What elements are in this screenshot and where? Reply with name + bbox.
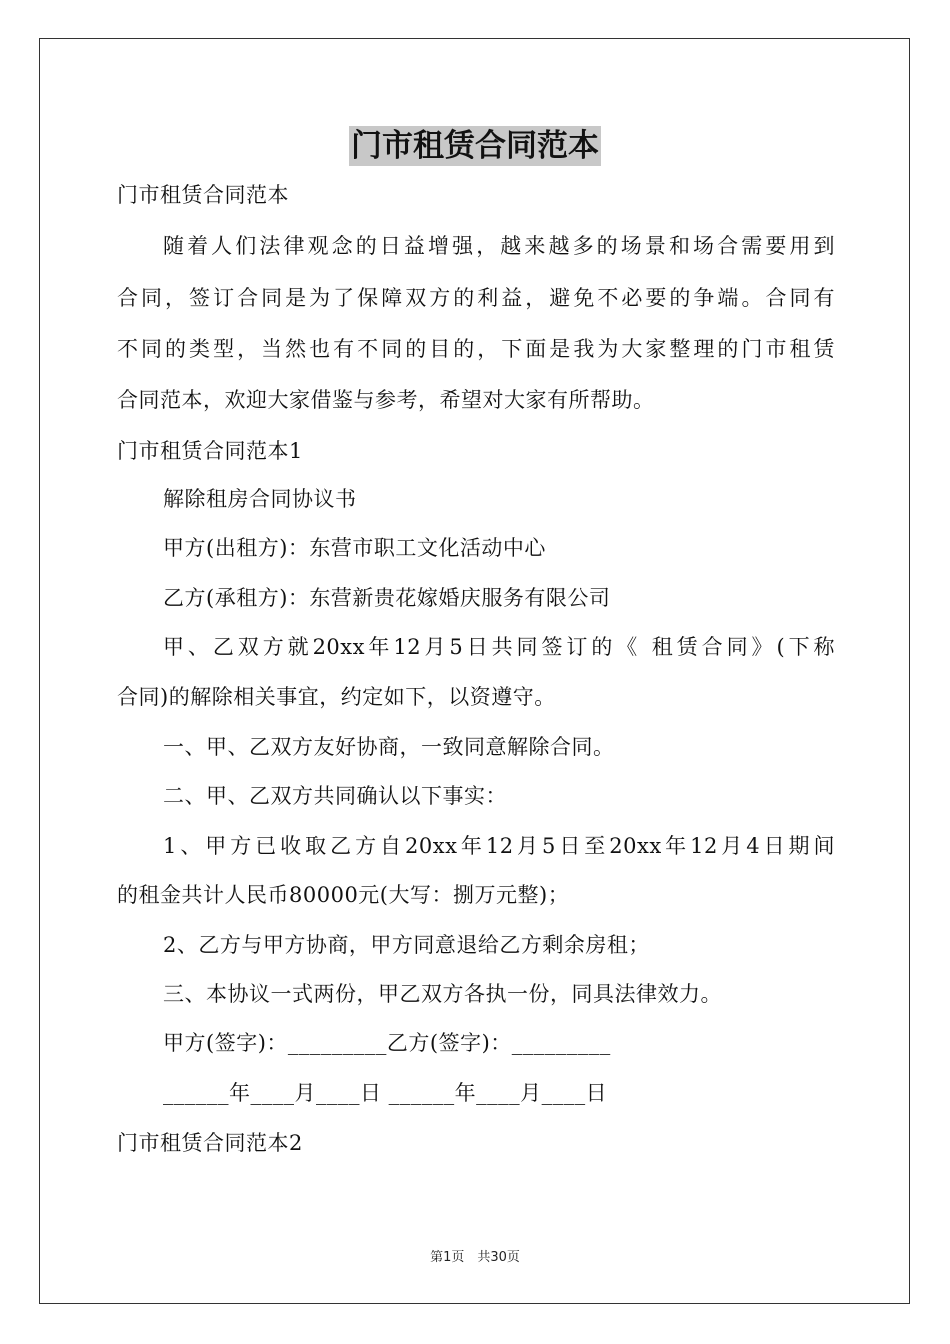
preamble-line-1: 甲、乙双方就20xx年12月5日共同签订的《 租赁合同》(下称	[163, 635, 835, 659]
preamble-line-2: 合同)的解除相关事宜，约定如下，以资遵守。	[117, 685, 556, 709]
document-title: 门市租赁合同范本	[351, 128, 599, 164]
intro-line-4: 合同范本，欢迎大家借鉴与参考，希望对大家有所帮助。	[117, 388, 655, 412]
signature-line: 甲方(签字)：_________乙方(签字)：_________	[163, 1031, 611, 1055]
clause-2-item-1-line-1: 1、甲方已收取乙方自20xx年12月5日至20xx年12月4日期间	[163, 834, 835, 858]
clause-2-item-2: 2、乙方与甲方协商，甲方同意退给乙方剩余房租；	[163, 933, 650, 957]
clause-2: 二、甲、乙双方共同确认以下事实：	[163, 784, 507, 808]
clause-3: 三、本协议一式两份，甲乙双方各执一份，同具法律效力。	[163, 982, 722, 1006]
intro-line-2: 合同，签订合同是为了保障双方的利益，避免不必要的争端。合同有	[117, 286, 835, 310]
party-b: 乙方(承租方)：东营新贵花嫁婚庆服务有限公司	[163, 586, 611, 610]
body-heading: 门市租赁合同范本	[117, 183, 289, 207]
intro-line-1: 随着人们法律观念的日益增强，越来越多的场景和场合需要用到	[163, 234, 835, 258]
page-footer: 第1页 共30页	[430, 1250, 520, 1265]
intro-line-3: 不同的类型，当然也有不同的目的，下面是我为大家整理的门市租赁	[117, 337, 835, 361]
date-line: ______年____月____日 ______年____月____日	[163, 1081, 608, 1105]
title-container	[0, 126, 950, 166]
clause-2-item-1-line-2: 的租金共计人民币80000元(大写：捌万元整)；	[117, 883, 570, 907]
section-heading-1: 门市租赁合同范本1	[117, 439, 303, 463]
party-a: 甲方(出租方)：东营市职工文化活动中心	[163, 536, 546, 560]
clause-1: 一、甲、乙双方友好协商，一致同意解除合同。	[163, 735, 615, 759]
agreement-title: 解除租房合同协议书	[163, 487, 357, 511]
section-heading-2: 门市租赁合同范本2	[117, 1131, 303, 1155]
